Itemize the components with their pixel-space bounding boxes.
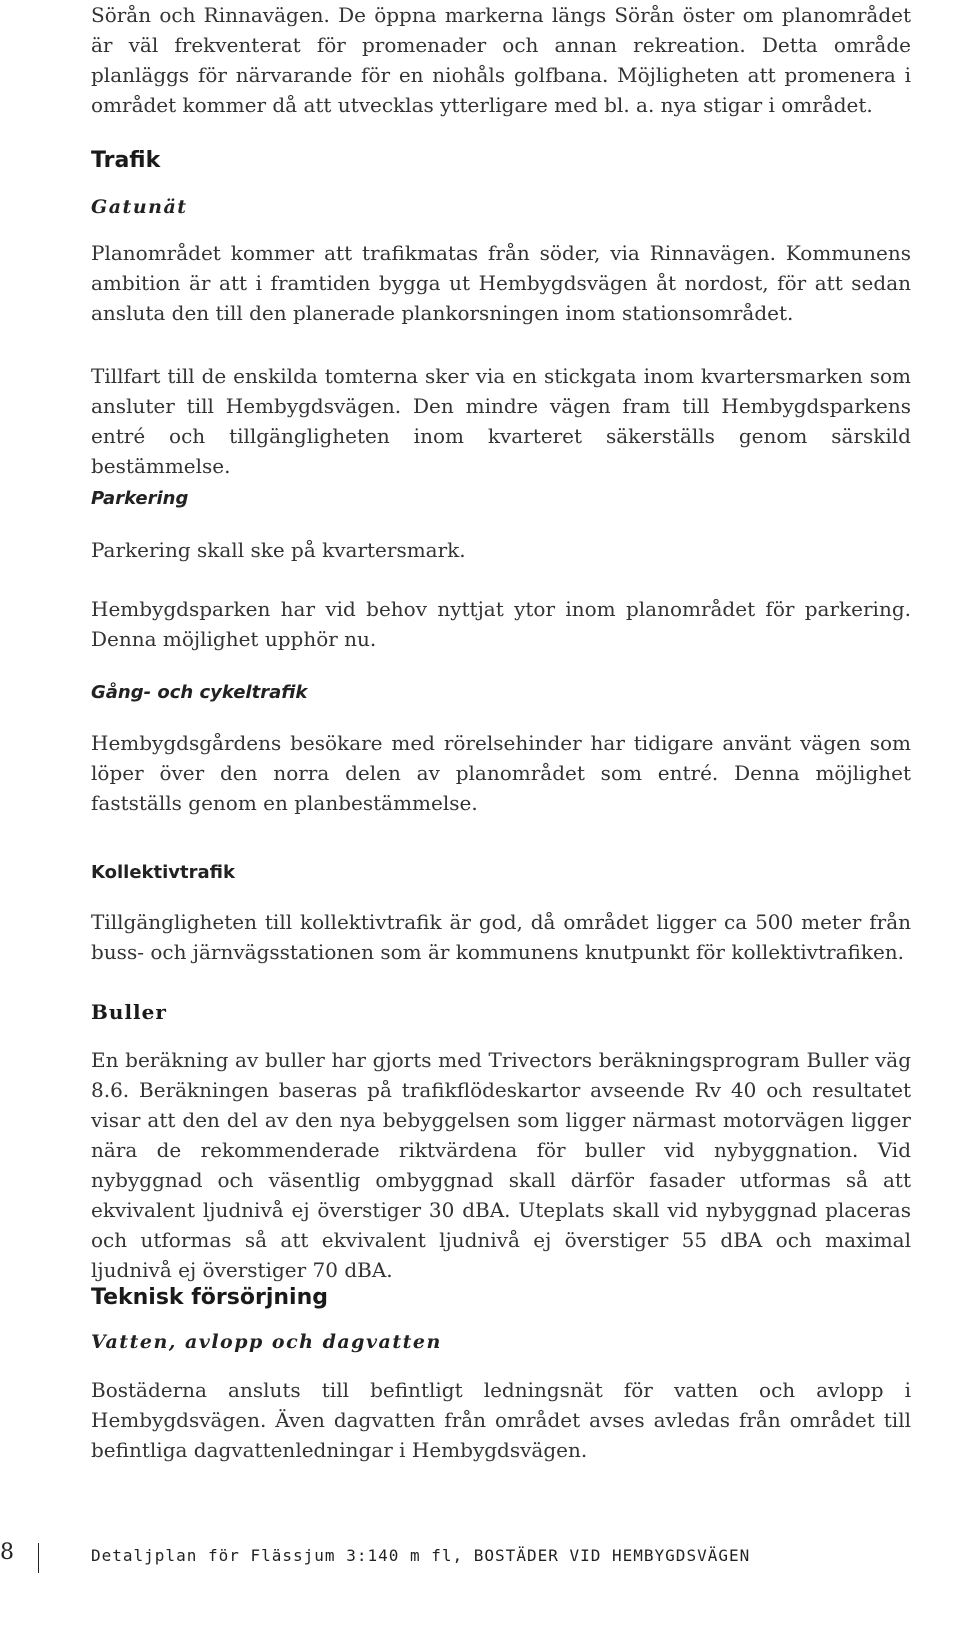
parkering-paragraph-2: Hembygdsparken har vid behov nyttjat ytor inom planområdet för parkering. Denna möjlighet upphör nu.	[91, 597, 911, 651]
gatunat-paragraph-1: Planområdet kommer att trafikmatas från söder, via Rinnavägen. Kommunens ambition är att i framtiden bygga ut Hembygdsvägen åt nordost, för att sedan ansluta den till den planerade plankorsningen inom stationsområdet.	[91, 241, 911, 325]
section-heading-buller: Buller	[91, 1000, 167, 1024]
subheading-parkering: Parkering	[91, 488, 189, 509]
footer-document-title: Detaljplan för Flässjum 3:140 m fl, BOSTÄDER VID HEMBYGDSVÄGEN	[91, 1546, 751, 1565]
subheading-kollektivtrafik: Kollektivtrafik	[91, 862, 235, 883]
parkering-paragraph-1: Parkering skall ske på kvartersmark.	[91, 538, 466, 562]
footer-divider	[38, 1543, 39, 1573]
subheading-gatunat: Gatunät	[91, 196, 188, 218]
gang-paragraph-1: Hembygdsgårdens besökare med rörelsehinder har tidigare använt vägen som löper över den norra delen av planområdet som entré. Denna möjlighet fastställs genom en planbestämmelse.	[91, 731, 911, 815]
kollektiv-paragraph-1: Tillgängligheten till kollektivtrafik är god, då området ligger ca 500 meter från buss- och järnvägsstationen som är kommunens knutpunkt för kollektivtrafiken.	[91, 910, 911, 964]
subheading-gang-cykeltrafik: Gång- och cykeltrafik	[91, 682, 308, 703]
subheading-vatten-avlopp: Vatten, avlopp och dagvatten	[91, 1331, 442, 1353]
vatten-paragraph-1: Bostäderna ansluts till befintligt ledningsnät för vatten och avlopp i Hembygdsvägen. Även dagvatten från området avses avledas från området till befintliga dagvattenledningar i Hembygdsvägen.	[91, 1378, 911, 1462]
gatunat-paragraph-2: Tillfart till de enskilda tomterna sker via en stickgata inom kvartersmarken som ansluter till Hembygdsvägen. Den mindre vägen fram till Hembygdsparkens entré och tillgängligheten inom kvarteret säkerställs genom särskild bestämmelse.	[91, 364, 911, 478]
page-number: 8	[0, 1540, 14, 1565]
section-heading-trafik: Trafik	[91, 148, 161, 173]
intro-paragraph: Sörån och Rinnavägen. De öppna markerna längs Sörån öster om planområdet är väl frekventerat för promenader och annan rekreation. Detta område planläggs för närvarande för en niohåls golfbana. Möjligheten att promenera i området kommer då att utvecklas ytterligare med bl. a. nya stigar i området.	[91, 3, 911, 117]
buller-paragraph-1: En beräkning av buller har gjorts med Trivectors beräkningsprogram Buller väg 8.6. Beräkningen baseras på trafikflödeskartor avseende Rv 40 och resultatet visar att den del av den nya bebyggelsen som ligger närmast motorvägen ligger nära de rekommenderade riktvärdena för buller vid nybyggnation. Vid nybyggnad och väsentlig ombyggnad skall därför fasader utformas så att ekvivalent ljudnivå ej överstiger 30 dBA. Uteplats skall vid nybyggnad placeras och utformas så att ekvivalent ljudnivå ej överstiger 55 dBA och maximal ljudnivå ej överstiger 70 dBA.	[91, 1048, 911, 1282]
section-heading-teknisk-forsorjning: Teknisk försörjning	[91, 1285, 328, 1310]
